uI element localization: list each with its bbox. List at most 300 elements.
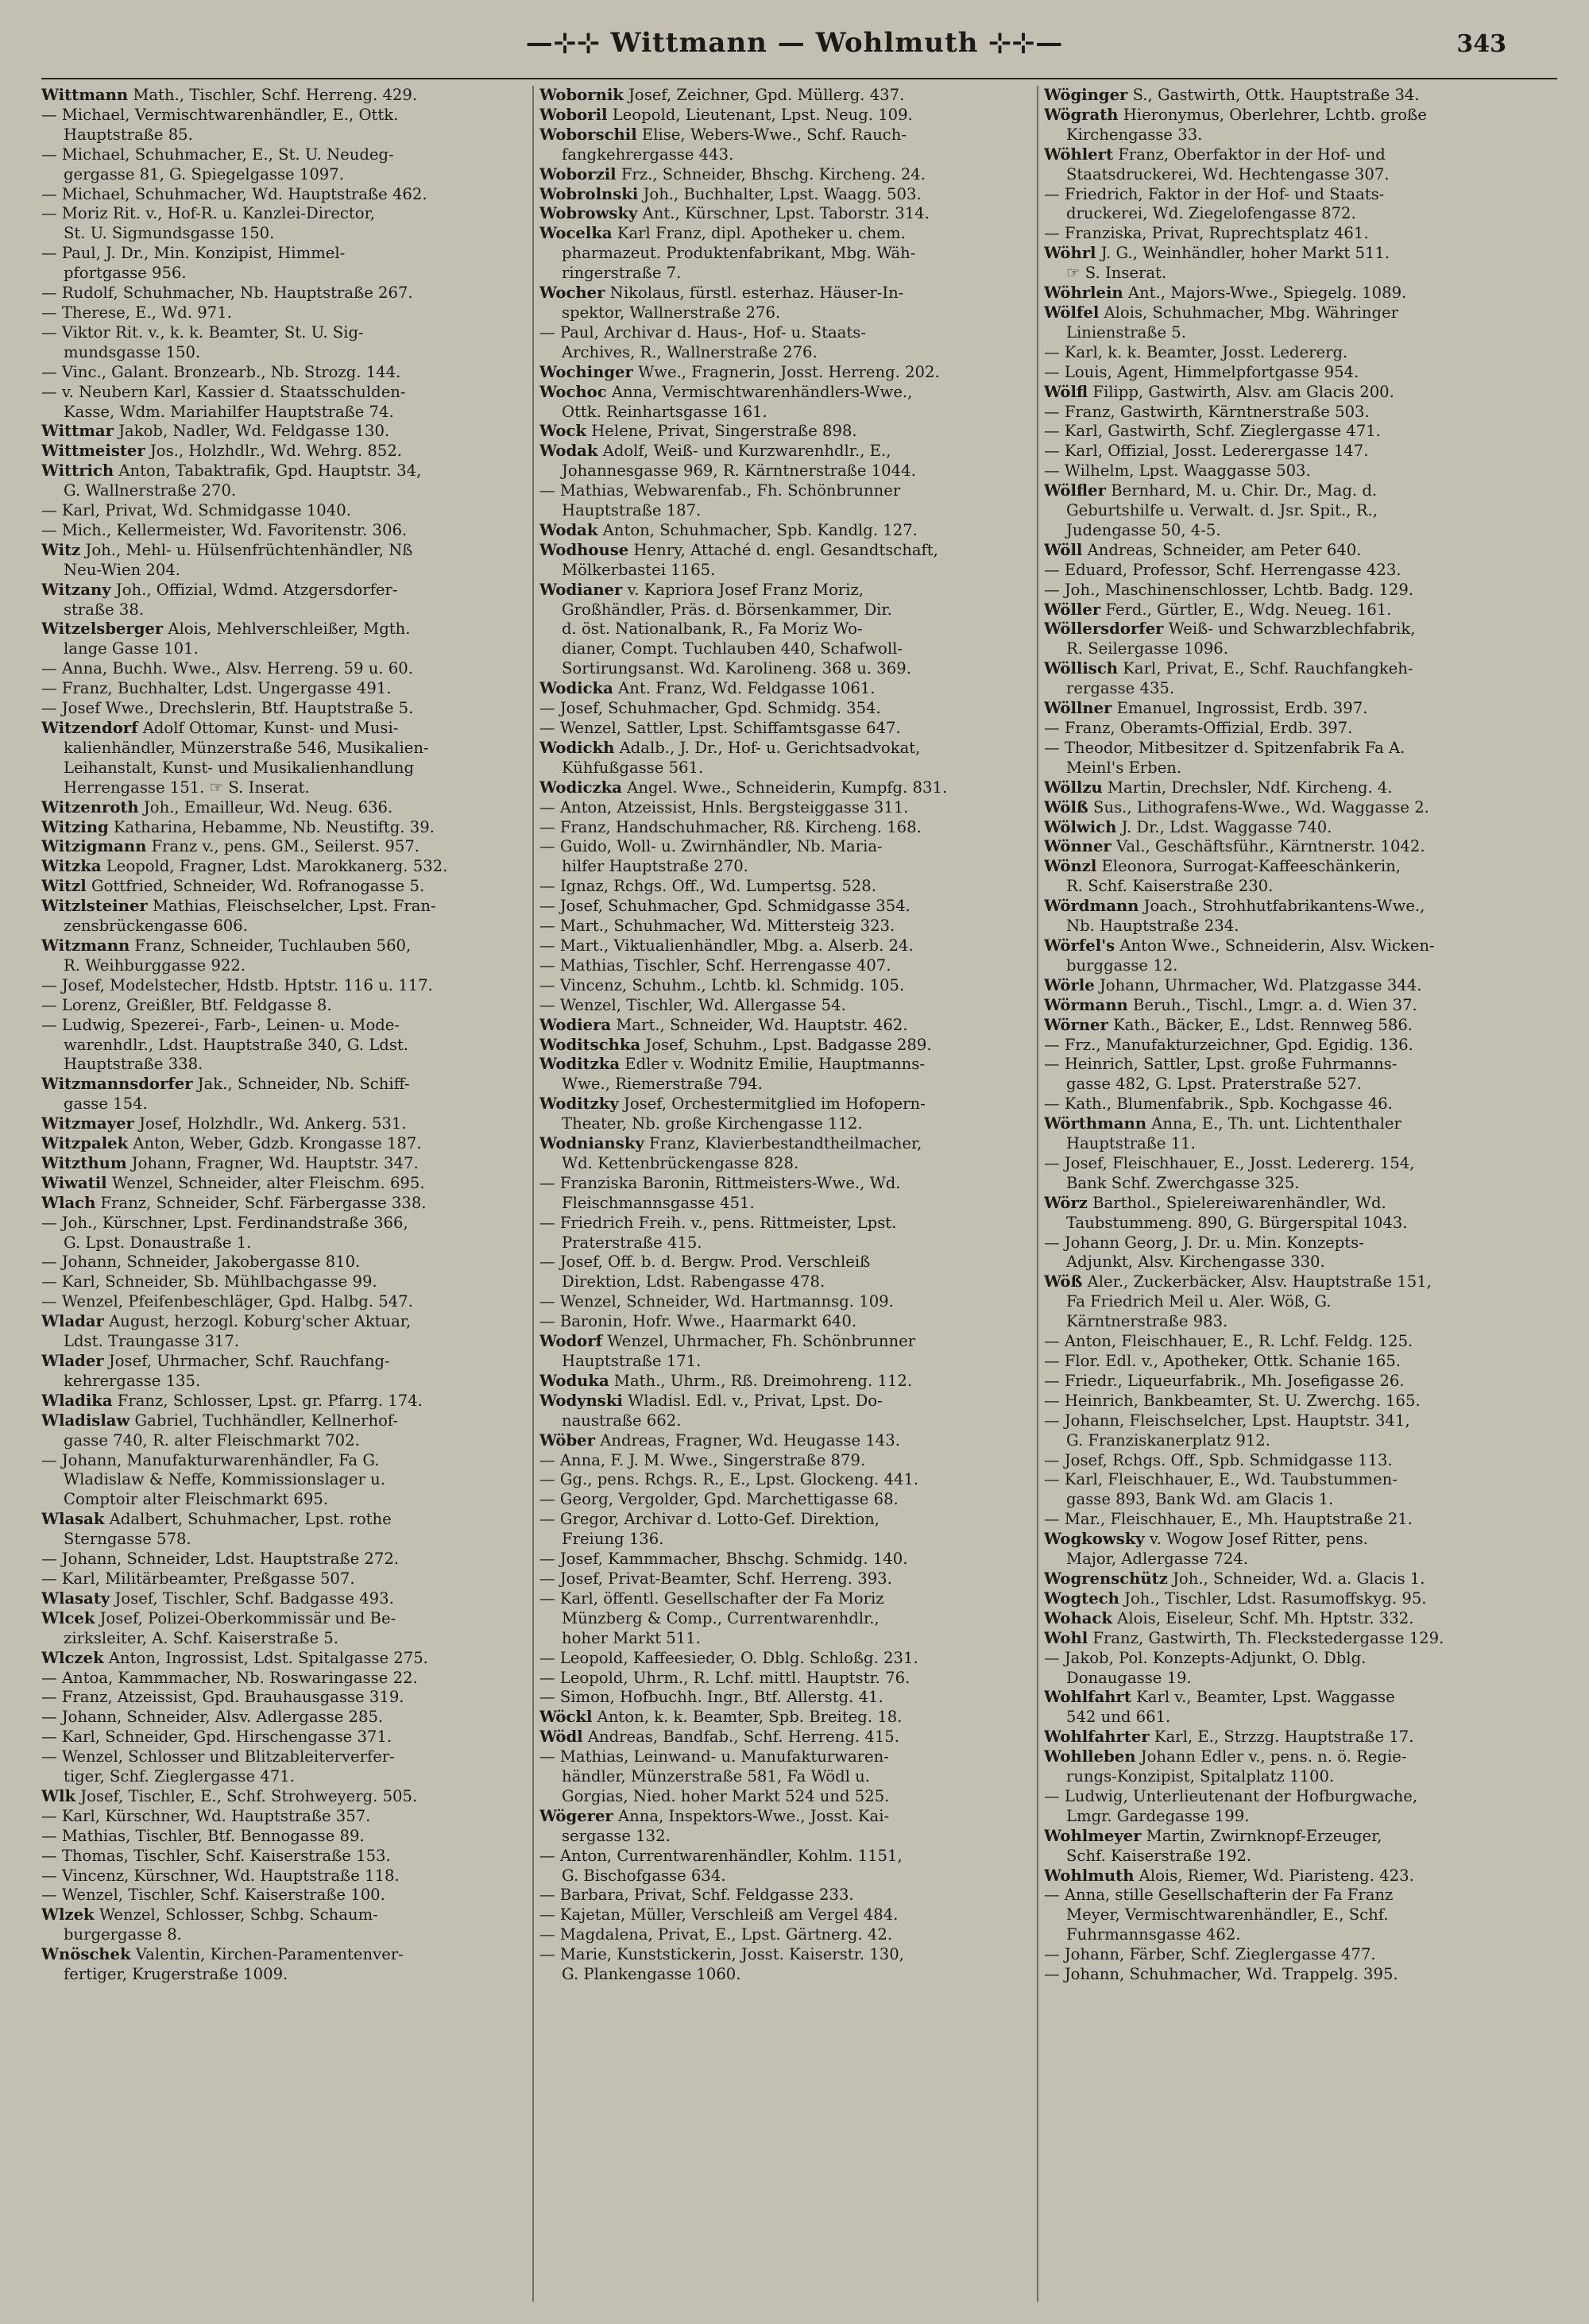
entry-text: Val., Geschäftsführ., Kärntnerstr. 1042.: [1111, 837, 1425, 856]
sub-entry: [41, 106, 532, 125]
entry-continuation: [539, 1352, 1030, 1372]
entry-continuation: [41, 165, 532, 185]
entry-text: — Johann, Schneider, Alsv. Adlergasse 285.: [41, 1708, 384, 1727]
surname: Wobornik: [539, 86, 624, 104]
sub-entry: [1044, 581, 1535, 600]
entry-text: — Heinrich, Sattler, Lpst. große Fuhrmanns-: [1044, 1055, 1398, 1074]
sub-entry: [539, 719, 1030, 739]
surname: Witzthum: [41, 1153, 127, 1172]
directory-entry: [41, 1787, 532, 1807]
entry-text: naustraße 662.: [562, 1411, 682, 1430]
surname: Wlach: [41, 1193, 96, 1212]
entry-continuation: [1044, 1669, 1535, 1689]
entry-continuation: [1044, 1490, 1535, 1510]
entry-text: — Anton, Fleischhauer, E., R. Lchf. Feldg. 125.: [1044, 1332, 1413, 1351]
entry-text: sergasse 132.: [562, 1826, 671, 1845]
surname: Wiwatil: [41, 1173, 107, 1192]
entry-continuation: [1044, 204, 1535, 224]
entry-text: Emanuel, Ingrossist, Erdb. 397.: [1112, 699, 1368, 718]
surname: Wock: [539, 422, 586, 441]
directory-entry: [41, 897, 532, 917]
entry-text: Wwe., Riemerstraße 794.: [562, 1075, 763, 1094]
surname: Woboril: [539, 105, 608, 124]
sub-entry: [41, 501, 532, 521]
directory-entry: [539, 284, 1030, 303]
entry-continuation: [1044, 956, 1535, 976]
entry-text: — Johann, Färber, Schf. Zieglergasse 477.: [1044, 1945, 1376, 1964]
directory-entry: [1044, 383, 1535, 403]
surname: Wödl: [539, 1728, 583, 1747]
entry-text: — Anna, stille Gesellschafterin der Fa Franz: [1044, 1886, 1394, 1905]
directory-entry: [1044, 1569, 1535, 1589]
sub-entry: [1044, 1510, 1535, 1530]
surname: Wnöschek: [41, 1945, 131, 1964]
entry-continuation: [1044, 165, 1535, 185]
entry-text: Schf. Kaiserstraße 192.: [1066, 1846, 1252, 1865]
sub-entry: [539, 1669, 1030, 1689]
entry-continuation: [41, 343, 532, 363]
entry-continuation: [539, 1154, 1030, 1174]
entry-continuation: [41, 956, 532, 976]
entry-text: Sortirungsanst. Wd. Karolineng. 368 u. 369.: [562, 659, 911, 678]
sub-entry: [1044, 1392, 1535, 1411]
directory-entry: [1044, 106, 1535, 125]
entry-text: Anton, Tabaktrafik, Gpd. Hauptstr. 34,: [114, 461, 422, 481]
directory-entry: [539, 106, 1030, 125]
sub-entry: [539, 936, 1030, 956]
surname: Wörner: [1044, 1015, 1108, 1034]
sub-entry: [1044, 185, 1535, 205]
sub-entry: [539, 1688, 1030, 1708]
entry-continuation: [539, 501, 1030, 521]
sub-entry: [41, 659, 532, 679]
entry-text: Hauptstraße 85.: [64, 125, 193, 144]
sub-entry: [41, 145, 532, 165]
directory-entry: [539, 581, 1030, 600]
sub-entry: [539, 897, 1030, 917]
entry-text: Kasse, Wdm. Mariahilfer Hauptstraße 74.: [64, 402, 394, 421]
entry-text: Nikolaus, fürstl. esterhaz. Häuser-In-: [605, 284, 904, 303]
entry-continuation: [41, 1094, 532, 1114]
entry-text: Joh., Emailleur, Wd. Neug. 636.: [138, 797, 393, 816]
entry-continuation: [41, 1965, 532, 1985]
entry-text: — Johann Georg, J. Dr. u. Min. Konzepts-: [1044, 1233, 1364, 1252]
sub-entry: [1044, 1233, 1535, 1253]
sub-entry: [1044, 739, 1535, 759]
sub-entry: [41, 1728, 532, 1747]
entry-text: Archives, R., Wallnerstraße 276.: [562, 342, 818, 361]
surname: Wodiczka: [539, 778, 622, 797]
entry-text: v. Wogow Josef Ritter, pens.: [1144, 1530, 1368, 1549]
surname: Woduka: [539, 1371, 609, 1390]
entry-text: Mathias, Fleischselcher, Lpst. Fran-: [147, 897, 436, 916]
surname: Wlader: [41, 1352, 104, 1370]
entry-continuation: [41, 125, 532, 145]
sub-entry: [41, 1214, 532, 1233]
directory-entry: [539, 1392, 1030, 1411]
directory-entry: [1044, 1688, 1535, 1708]
entry-text: — Karl, k. k. Beamter, Josst. Ledererg.: [1044, 342, 1348, 361]
entry-text: Hauptstraße 187.: [562, 501, 702, 520]
entry-text: — Simon, Hofbuchh. Ingr., Btf. Allerstg. 41.: [539, 1688, 883, 1707]
surname: Wöllersdorfer: [1044, 620, 1164, 639]
sub-entry: [1044, 1945, 1535, 1965]
surname: Wobrolnski: [539, 184, 639, 203]
entry-text: Kirchengasse 33.: [1066, 125, 1203, 144]
sub-entry: [41, 1669, 532, 1689]
sub-entry: [41, 521, 532, 541]
directory-entry: [1044, 1272, 1535, 1292]
entry-text: Meyer, Vermischtwarenhändler, E., Schf.: [1066, 1905, 1389, 1924]
entry-text: druckerei, Wd. Ziegelofengasse 872.: [1066, 204, 1356, 223]
entry-continuation: [539, 461, 1030, 481]
entry-text: Anton, k. k. Beamter, Spb. Breiteg. 18.: [592, 1708, 903, 1727]
entry-text: rungs-Konzipist, Spitalplatz 1100.: [1066, 1767, 1335, 1786]
surname: Witzelsberger: [41, 620, 164, 639]
entry-text: — Wilhelm, Lpst. Waaggasse 503.: [1044, 461, 1311, 481]
entry-text: Wenzel, Schlosser, Schbg. Schaum-: [94, 1905, 378, 1924]
surname: Wohl: [1044, 1628, 1088, 1647]
directory-entry: [1044, 837, 1535, 857]
entry-text: Johannesgasse 969, R. Kärntnerstraße 1044.: [562, 461, 916, 481]
sub-entry: [1044, 1154, 1535, 1174]
directory-entry: [1044, 284, 1535, 303]
directory-entry: [41, 442, 532, 461]
sub-entry: [539, 1550, 1030, 1569]
entry-text: dianer, Compt. Tuchlauben 440, Schafwoll-: [562, 639, 903, 658]
entry-text: ☞ S. Inserat.: [1066, 264, 1167, 283]
entry-continuation: [539, 759, 1030, 778]
entry-text: — Mich., Kellermeister, Wd. Favoritenstr. 306.: [41, 520, 408, 539]
entry-text: Andreas, Schneider, am Peter 640.: [1082, 540, 1362, 559]
entry-text: Anton, Ingrossist, Ldst. Spitalgasse 275.: [103, 1648, 428, 1667]
entry-continuation: [539, 1867, 1030, 1886]
entry-text: Math., Uhrm., Rß. Dreimohreng. 112.: [609, 1371, 913, 1390]
entry-text: — Vinc., Galant. Bronzearb., Nb. Strozg. 144.: [41, 362, 401, 381]
entry-text: August, herzogl. Koburg'scher Aktuar,: [103, 1312, 412, 1331]
entry-continuation: [41, 1036, 532, 1056]
sub-entry: [1044, 1352, 1535, 1372]
entry-text: Johann Edler v., pens. n. ö. Regie-: [1135, 1747, 1407, 1766]
sub-entry: [41, 1708, 532, 1728]
directory-entry: [41, 461, 532, 481]
surname: Wogrenschütz: [1044, 1569, 1168, 1588]
entry-continuation: [539, 1629, 1030, 1649]
entry-text: Franz, Schneider, Tuchlauben 560,: [130, 936, 412, 955]
surname: Wocelka: [539, 224, 613, 243]
surname: Wogtech: [1044, 1589, 1119, 1608]
entry-continuation: [1044, 1214, 1535, 1233]
directory-entry: [41, 1134, 532, 1154]
surname: Wörthmann: [1044, 1114, 1147, 1133]
directory-entry: [539, 363, 1030, 383]
sub-entry: [1044, 1411, 1535, 1431]
entry-text: Herrengasse 151. ☞ S. Inserat.: [64, 778, 310, 797]
entry-text: Direktion, Ldst. Rabengasse 478.: [562, 1272, 825, 1291]
entry-continuation: [41, 1767, 532, 1787]
entry-text: — v. Neubern Karl, Kassier d. Staatsschulden-: [41, 382, 406, 401]
entry-continuation: [41, 403, 532, 423]
entry-text: G. Plankengasse 1060.: [562, 1965, 741, 1984]
entry-text: gasse 482, G. Lpst. Praterstraße 527.: [1066, 1075, 1362, 1094]
entry-text: Martin, Drechsler, Ndf. Kircheng. 4.: [1102, 778, 1393, 797]
entry-text: Fleischmannsgasse 451.: [562, 1193, 755, 1212]
sub-entry: [1044, 1886, 1535, 1905]
entry-text: Josef, Tischler, Schf. Badgasse 493.: [110, 1589, 394, 1608]
entry-continuation: [539, 1965, 1030, 1985]
entry-continuation: [1044, 1253, 1535, 1272]
entry-text: Anna, Vermischtwarenhändlers-Wwe.,: [606, 382, 913, 401]
entry-text: Franz, Klavierbestandtheilmacher,: [644, 1134, 922, 1153]
surname: Woditzky: [539, 1094, 619, 1114]
entry-text: Sterngasse 578.: [64, 1530, 191, 1549]
entry-text: händler, Münzerstraße 581, Fa Wödl u.: [562, 1767, 870, 1786]
entry-text: Ant. Franz, Wd. Feldgasse 1061.: [613, 679, 876, 698]
sub-entry: [41, 244, 532, 264]
entry-text: Ferd., Gürtler, E., Wdg. Neueg. 161.: [1100, 600, 1392, 619]
entry-text: — Ludwig, Unterlieutenant der Hofburgwache,: [1044, 1786, 1418, 1805]
sub-entry: [41, 996, 532, 1016]
sub-entry: [41, 303, 532, 323]
directory-entry: [539, 778, 1030, 798]
sub-entry: [41, 1016, 532, 1036]
entry-continuation: [41, 1233, 532, 1253]
entry-text: — Franz, Gastwirth, Kärntnerstraße 503.: [1044, 402, 1370, 421]
entry-continuation: [1044, 1905, 1535, 1925]
directory-entry: [1044, 659, 1535, 679]
page-number: 343: [1456, 30, 1506, 58]
sub-entry: [41, 284, 532, 303]
entry-text: Nb. Hauptstraße 234.: [1066, 917, 1239, 936]
entry-text: — Lorenz, Greißler, Btf. Feldgasse 8.: [41, 995, 332, 1014]
entry-text: Adjunkt, Alsv. Kirchengasse 330.: [1066, 1253, 1325, 1272]
entry-continuation: [1044, 521, 1535, 541]
directory-entry: [1044, 1609, 1535, 1629]
entry-text: — Frz., Manufakturzeichner, Gpd. Egidig. 136.: [1044, 1035, 1413, 1054]
entry-text: — Gregor, Archivar d. Lotto-Gef. Direktion,: [539, 1510, 880, 1529]
entry-text: mundsgasse 150.: [64, 342, 201, 361]
entry-text: — Paul, J. Dr., Min. Konzipist, Himmel-: [41, 244, 346, 263]
entry-text: Joh., Schneider, Wd. a. Glacis 1.: [1167, 1569, 1425, 1588]
directory-entry: [41, 1411, 532, 1431]
sub-entry: [539, 1174, 1030, 1194]
sub-entry: [41, 1292, 532, 1312]
surname: Witzmayer: [41, 1114, 134, 1133]
entry-text: zirksleiter, A. Schf. Kaiserstraße 5.: [64, 1628, 338, 1647]
sub-entry: [41, 204, 532, 224]
entry-text: Joach., Strohhutfabrikantens-Wwe.,: [1139, 897, 1425, 916]
entry-text: Wladisl. Edl. v., Privat, Lpst. Do-: [622, 1391, 883, 1410]
surname: Wöhlert: [1044, 145, 1114, 164]
entry-continuation: [539, 244, 1030, 264]
surname: Wöß: [1044, 1272, 1083, 1291]
sub-entry: [41, 1451, 532, 1471]
entry-text: Bank Schf. Zwerchgasse 325.: [1066, 1173, 1300, 1192]
directory-entry: [41, 1194, 532, 1214]
surname: Wöllisch: [1044, 659, 1119, 678]
entry-text: St. U. Sigmundsgasse 150.: [64, 224, 275, 243]
entry-text: — Ludwig, Spezerei-, Farb-, Leinen- u. Mode-: [41, 1015, 400, 1034]
entry-text: — Karl, Schneider, Gpd. Hirschengasse 371.: [41, 1728, 392, 1747]
running-title: —⊹⊹ Wittmann — Wohlmuth ⊹⊹—: [525, 27, 1064, 59]
surname: Wodak: [539, 442, 598, 461]
entry-text: Franz, Gastwirth, Th. Fleckstedergasse 129.: [1088, 1628, 1444, 1647]
entry-text: — Josef, Rchgs. Off., Spb. Schmidgasse 113.: [1044, 1450, 1393, 1469]
entry-text: Taubstummeng. 890, G. Bürgerspital 1043.: [1066, 1213, 1408, 1232]
surname: Witzl: [41, 877, 87, 896]
entry-continuation: [1044, 1550, 1535, 1569]
sub-entry: [539, 1589, 1030, 1609]
entry-text: — Karl, Militärbeamter, Preßgasse 507.: [41, 1569, 355, 1588]
directory-entry: [539, 1372, 1030, 1392]
entry-text: Alois, Mehlverschleißer, Mgth.: [163, 620, 411, 639]
directory-entry: [539, 1055, 1030, 1075]
entry-continuation: [41, 917, 532, 936]
surname: Wlzek: [41, 1905, 95, 1924]
surname: Wöllner: [1044, 699, 1112, 718]
entry-text: — Michael, Vermischtwarenhändler, E., Ottk.: [41, 105, 399, 124]
directory-entry: [41, 1945, 532, 1965]
sub-entry: [539, 699, 1030, 719]
entry-text: — Antoa, Kammmacher, Nb. Roswaringasse 22.: [41, 1668, 418, 1687]
entry-text: Ottk. Reinhartsgasse 161.: [562, 402, 767, 421]
directory-entry: [41, 857, 532, 877]
entry-continuation: [1044, 501, 1535, 521]
surname: Wörz: [1044, 1193, 1088, 1212]
surname: Wögerer: [539, 1806, 613, 1825]
directory-entry: [41, 1154, 532, 1174]
entry-text: — Theodor, Mitbesitzer d. Spitzenfabrik Fa A.: [1044, 738, 1405, 757]
sub-entry: [539, 1470, 1030, 1490]
entry-continuation: [1044, 1075, 1535, 1094]
directory-entry: [1044, 1827, 1535, 1847]
entry-text: Alois, Eiseleur, Schf. Mh. Hptstr. 332.: [1112, 1608, 1414, 1627]
surname: Wohlfahrt: [1044, 1688, 1131, 1707]
entry-text: Karl, Privat, E., Schf. Rauchfangkeh-: [1118, 659, 1413, 678]
sub-entry: [41, 1747, 532, 1767]
entry-text: Leihanstalt, Kunst- und Musikalienhandlung: [64, 758, 415, 777]
entry-continuation: [1044, 1807, 1535, 1827]
sub-entry: [539, 1886, 1030, 1905]
entry-text: Andreas, Bandfab., Schf. Herreng. 415.: [582, 1728, 900, 1747]
entry-text: Leopold, Lieutenant, Lpst. Neug. 109.: [607, 105, 913, 124]
entry-text: Anna, Inspektors-Wwe., Josst. Kai-: [613, 1806, 890, 1825]
directory-entry: [1044, 145, 1535, 165]
surname: Wodynski: [539, 1391, 623, 1410]
entry-text: R. Seilergasse 1096.: [1066, 639, 1228, 658]
entry-continuation: [539, 403, 1030, 423]
surname: Wöller: [1044, 600, 1101, 619]
entry-text: — Johann, Fleischselcher, Lpst. Hauptstr. 341,: [1044, 1411, 1410, 1430]
entry-text: Jakob, Nadler, Wd. Feldgasse 130.: [113, 422, 390, 441]
sub-entry: [41, 1807, 532, 1827]
entry-text: Geburtshilfe u. Verwalt. d. Jsr. Spit., R.,: [1066, 501, 1378, 520]
sub-entry: [539, 976, 1030, 996]
surname: Wohlfahrter: [1044, 1728, 1150, 1747]
surname: Wodniansky: [539, 1134, 644, 1153]
entry-text: Joh., Tischler, Ldst. Rasumoffskyg. 95.: [1119, 1589, 1427, 1608]
entry-text: Ant., Majors-Wwe., Spiegelg. 1089.: [1123, 284, 1407, 303]
directory-entry: [539, 165, 1030, 185]
entry-text: gasse 893, Bank Wd. am Glacis 1.: [1066, 1490, 1334, 1509]
sub-entry: [41, 1253, 532, 1272]
entry-text: Jos., Holzhdlr., Wd. Wehrg. 852.: [145, 442, 403, 461]
entry-continuation: [539, 1767, 1030, 1787]
directory-entry: [41, 877, 532, 897]
directory-entry: [539, 1036, 1030, 1056]
directory-entry: [41, 798, 532, 818]
entry-text: Großhändler, Präs. d. Börsenkammer, Dir.: [562, 600, 892, 619]
surname: Wochinger: [539, 362, 633, 381]
entry-text: — Mar., Fleischhauer, E., Mh. Hauptstraße 21.: [1044, 1510, 1413, 1529]
entry-text: fangkehrergasse 443.: [562, 145, 734, 164]
entry-text: d. öst. Nationalbank, R., Fa Moriz Wo-: [562, 620, 863, 639]
surname: Wöll: [1044, 540, 1083, 559]
entry-text: Josef, Holzhdlr., Wd. Ankerg. 531.: [133, 1114, 407, 1133]
directory-entry: [41, 1609, 532, 1629]
surname: Wöginger: [1044, 86, 1128, 104]
entry-continuation: [1044, 125, 1535, 145]
directory-entry: [539, 739, 1030, 759]
entry-text: Hauptstraße 171.: [562, 1352, 702, 1370]
entry-text: — Karl, Kürschner, Wd. Hauptstraße 357.: [41, 1806, 371, 1825]
entry-continuation: [539, 1609, 1030, 1629]
entry-text: hilfer Hauptstraße 270.: [562, 857, 748, 876]
entry-continuation: [539, 659, 1030, 679]
entry-text: — Karl, Privat, Wd. Schmidgasse 1040.: [41, 501, 351, 520]
entry-text: — Karl, Fleischhauer, E., Wd. Taubstummen-: [1044, 1470, 1398, 1489]
entry-text: Ldst. Traungasse 317.: [64, 1332, 240, 1351]
sub-entry: [41, 1272, 532, 1292]
entry-continuation: [1044, 1431, 1535, 1451]
directory-entry: [1044, 1589, 1535, 1609]
entry-text: Franz, Schlosser, Lpst. gr. Pfarrg. 174.: [112, 1391, 423, 1410]
surname: Wogkowsky: [1044, 1530, 1145, 1549]
surname: Wobrowsky: [539, 204, 638, 223]
sub-entry: [539, 837, 1030, 857]
directory-entry: [41, 1352, 532, 1372]
entry-text: — Jakob, Pol. Konzepts-Adjunkt, O. Dblg.: [1044, 1648, 1367, 1667]
directory-entry: [41, 837, 532, 857]
sub-entry: [539, 1292, 1030, 1312]
entry-text: — Rudolf, Schuhmacher, Nb. Hauptstraße 267.: [41, 284, 413, 303]
surname: Wölfler: [1044, 481, 1106, 500]
column-1: [41, 86, 532, 2302]
entry-continuation: [41, 561, 532, 581]
surname: Witzka: [41, 857, 102, 876]
entry-text: — Mathias, Webwarenfab., Fh. Schönbrunner: [539, 481, 901, 500]
sub-entry: [539, 323, 1030, 343]
entry-text: R. Weihburggasse 922.: [64, 955, 246, 975]
entry-text: — Friedrich, Faktor in der Hof- und Staats-: [1044, 184, 1385, 203]
sub-entry: [539, 1925, 1030, 1945]
surname: Wohlmuth: [1044, 1866, 1135, 1885]
entry-text: Lmgr. Gardegasse 199.: [1066, 1806, 1250, 1825]
surname: Wodickh: [539, 738, 615, 757]
entry-continuation: [539, 1530, 1030, 1550]
entry-text: Praterstraße 415.: [562, 1233, 702, 1252]
entry-text: — Josef, Modelstecher, Hdstb. Hptstr. 116 u. 117.: [41, 975, 433, 994]
sub-entry: [41, 1886, 532, 1905]
entry-text: — Georg, Vergolder, Gpd. Marchettigasse 68.: [539, 1490, 899, 1509]
entry-text: — Mathias, Tischler, Schf. Herrengasse 407.: [539, 955, 891, 975]
entry-continuation: [539, 600, 1030, 620]
directory-entry: [539, 1708, 1030, 1728]
entry-text: Wwe., Fragnerin, Josst. Herreng. 202.: [632, 362, 940, 381]
surname: Witzigmann: [41, 837, 147, 856]
entry-text: J. G., Weinhändler, hoher Markt 511.: [1096, 244, 1390, 263]
sub-entry: [1044, 1036, 1535, 1056]
